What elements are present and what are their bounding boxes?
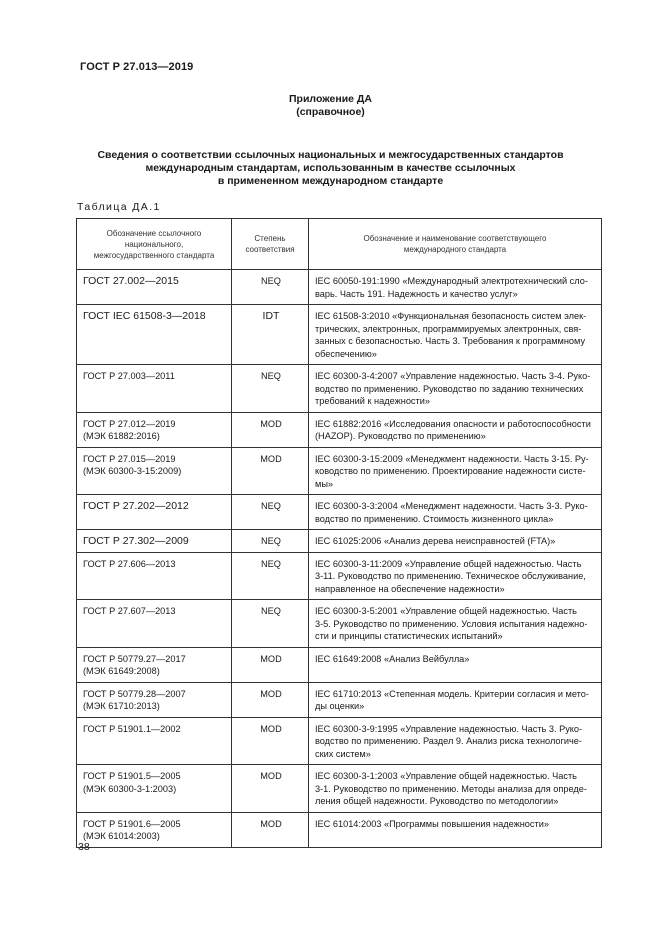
international-standard-text-line: занных с безопасностью. Часть 3. Требования к программному (315, 336, 586, 346)
degree-of-correspondence: NEQ (261, 501, 281, 511)
national-standard-cell (77, 647, 232, 682)
international-standard-text-line: IEC 61882:2016 «Исследования опасности и работоспособности (315, 418, 591, 429)
international-standard-text-line: варь. Часть 191. Надежность и качество услуг» (315, 288, 518, 299)
national-standard-cell (77, 812, 232, 847)
national-standard-designation: ГОСТ Р 51901.5—2005 (83, 771, 181, 781)
international-standard-text-line: 3-5. Руководство по применению. Условия испытания надежно- (315, 618, 588, 629)
national-standard-cell (77, 412, 232, 447)
national-standard-designation: (МЭК 60300-3-1:2003) (83, 783, 177, 794)
international-standard-cell (309, 495, 602, 530)
international-standard-text-line: IEC 61014:2003 «Программы повышения надежности» (315, 818, 549, 829)
table-row (77, 765, 602, 813)
national-standard-cell (77, 717, 232, 765)
document-header-id: ГОСТ Р 27.013—2019 (80, 61, 194, 73)
national-standard-designation: (МЭК 61014:2003) (83, 831, 160, 841)
international-standard-text-line: направленное на обеспечение надежности» (315, 583, 505, 594)
international-standard-text-line: IEC 60300-3-3:2004 «Менеджмент надежности. Часть 3-3. Руко- (315, 501, 588, 511)
section-title (90, 149, 571, 188)
header-international-standard (309, 219, 602, 270)
header-line: Обозначение ссылочного (106, 228, 202, 238)
table-row (77, 365, 602, 413)
international-standard-cell (309, 447, 602, 495)
international-standard-text-line: ководство по применению. Проектирование надежности систе- (315, 466, 586, 476)
international-standard-cell (309, 682, 602, 717)
appendix-title: Приложение ДА (289, 93, 372, 105)
national-standard-designation: ГОСТ Р 27.302—2009 (83, 535, 189, 547)
degree-cell (232, 365, 309, 413)
national-standard-designation: ГОСТ Р 50779.28—2007 (83, 688, 186, 699)
international-standard-text-line: ления общей надежности. Руководство по методологии» (315, 796, 559, 806)
international-standard-text-line: IEC 60300-3-11:2009 «Управление общей надежностью. Часть (315, 558, 582, 569)
header-line: соответствия (245, 245, 295, 254)
table-row (77, 552, 602, 600)
national-standard-cell (77, 365, 232, 413)
national-standard-designation: ГОСТ Р 51901.6—2005 (83, 818, 181, 829)
international-standard-text-line: трических, электронных, программируемых электронных, свя- (315, 323, 582, 334)
international-standard-text-line: IEC 60300-3-15:2009 «Менеджмент надежности. Часть 3-15. Ру- (315, 453, 589, 464)
appendix-heading (0, 93, 661, 119)
table-row (77, 682, 602, 717)
national-standard-cell (77, 682, 232, 717)
section-title-line: Сведения о соответствии ссылочных национальных и межгосударственных стандартов (97, 149, 564, 161)
table-row (77, 530, 602, 553)
international-standard-text-line: водство по применению. Стоимость жизненного цикла» (315, 513, 554, 524)
national-standard-designation: ГОСТ Р 27.003—2011 (83, 371, 175, 381)
national-standard-designation: ГОСТ Р 51901.1—2002 (83, 723, 181, 734)
header-line: межгосударственного стандарта (93, 250, 215, 260)
table-row (77, 600, 602, 648)
degree-cell (232, 765, 309, 813)
national-standard-cell (77, 552, 232, 600)
national-standard-designation: (МЭК 61710:2013) (83, 701, 160, 711)
international-standard-cell (309, 412, 602, 447)
national-standard-designation: ГОСТ Р 27.606—2013 (83, 558, 176, 569)
degree-of-correspondence: IDT (262, 310, 280, 322)
national-standard-designation: ГОСТ Р 27.202—2012 (83, 500, 189, 512)
international-standard-text-line: водство по применению. Раздел 9. Анализ риска технологиче- (315, 736, 582, 746)
degree-of-correspondence: NEQ (261, 606, 281, 616)
international-standard-text-line: (HAZOP). Руководство по применению» (315, 431, 486, 441)
degree-of-correspondence: NEQ (261, 558, 281, 569)
national-standard-cell (77, 447, 232, 495)
national-standard-designation: ГОСТ Р 27.015—2019 (83, 453, 176, 464)
national-standard-cell (77, 270, 232, 305)
degree-cell (232, 812, 309, 847)
degree-cell (232, 270, 309, 305)
degree-of-correspondence: MOD (260, 653, 282, 664)
national-standard-designation: ГОСТ IEC 61508-3—2018 (83, 310, 206, 322)
international-standard-text-line: IEC 60050-191:1990 «Международный электротехнический сло- (315, 276, 588, 286)
degree-of-correspondence: NEQ (261, 536, 281, 546)
degree-cell (232, 552, 309, 600)
degree-cell (232, 530, 309, 553)
international-standard-text-line: обеспечению» (315, 348, 377, 359)
table-row (77, 647, 602, 682)
international-standard-cell (309, 600, 602, 648)
international-standard-cell (309, 812, 602, 847)
degree-cell (232, 447, 309, 495)
degree-cell (232, 717, 309, 765)
table-row (77, 412, 602, 447)
international-standard-cell (309, 270, 602, 305)
degree-cell (232, 600, 309, 648)
international-standard-text-line: IEC 61649:2008 «Анализ Вейбулла» (315, 653, 470, 664)
degree-cell (232, 682, 309, 717)
international-standard-text-line: 3-1. Руководство по применению. Методы анализа для опреде- (315, 783, 587, 794)
degree-cell (232, 647, 309, 682)
degree-of-correspondence: NEQ (261, 276, 281, 286)
national-standard-designation: ГОСТ Р 27.607—2013 (83, 606, 176, 616)
table-row (77, 717, 602, 765)
degree-cell (232, 412, 309, 447)
national-standard-designation: (МЭК 61649:2008) (83, 666, 160, 676)
degree-of-correspondence: MOD (260, 688, 282, 699)
international-standard-text-line: IEC 61025:2006 «Анализ дерева неисправностей (FTA)» (315, 536, 556, 546)
appendix-note: (справочное) (296, 106, 365, 118)
table-caption: Таблица ДА.1 (77, 201, 161, 213)
section-title-line: международным стандартам, использованным в качестве ссылочных (145, 162, 516, 174)
header-line: Обозначение и наименование соответствующего (363, 234, 547, 243)
degree-of-correspondence: MOD (260, 723, 282, 734)
international-standard-text-line: IEC 60300-3-1:2003 «Управление общей надежностью. Часть (315, 771, 577, 781)
national-standard-cell (77, 530, 232, 553)
international-standard-text-line: IEC 60300-3-9:1995 «Управление надежностью. Часть 3. Руко- (315, 723, 583, 734)
table-row (77, 305, 602, 365)
international-standard-text-line: ских систем» (315, 748, 371, 759)
degree-of-correspondence: MOD (260, 818, 282, 829)
header-line: международного стандарта (403, 245, 507, 254)
table-body (77, 270, 602, 848)
international-standard-cell (309, 647, 602, 682)
international-standard-text-line: водство по применению. Руководство по заданию технических (315, 383, 584, 394)
international-standard-text-line: IEC 61508-3:2010 «Функциональная безопасность систем элек- (315, 311, 587, 321)
international-standard-cell (309, 530, 602, 553)
international-standard-text-line: IEC 61710:2013 «Степенная модель. Критерии согласия и мето- (315, 688, 589, 699)
table-header-row (77, 219, 602, 270)
section-title-line: в примененном международном стандарте (217, 175, 444, 187)
national-standard-cell (77, 765, 232, 813)
national-standard-designation: (МЭК 60300-3-15:2009) (83, 466, 182, 476)
international-standard-cell (309, 765, 602, 813)
international-standard-text-line: ды оценки» (315, 701, 365, 711)
degree-of-correspondence: MOD (260, 771, 282, 781)
degree-cell (232, 495, 309, 530)
degree-of-correspondence: MOD (260, 418, 282, 429)
international-standard-cell (309, 305, 602, 365)
degree-of-correspondence: NEQ (261, 371, 281, 381)
table-row (77, 812, 602, 847)
page-number: 38 (78, 841, 90, 853)
national-standard-designation: ГОСТ Р 27.012—2019 (83, 418, 176, 429)
header-national-standard (77, 219, 232, 270)
international-standard-text-line: требований к надежности» (315, 396, 430, 406)
national-standard-cell (77, 495, 232, 530)
international-standard-text-line: 3-11. Руководство по применению. Техническое обслуживание, (315, 571, 586, 581)
national-standard-designation: ГОСТ 27.002—2015 (83, 275, 179, 287)
national-standard-cell (77, 600, 232, 648)
international-standard-cell (309, 552, 602, 600)
standards-correspondence-table (76, 218, 602, 848)
table-row (77, 270, 602, 305)
international-standard-text-line: сти и принципы статистических испытаний» (315, 631, 503, 641)
table-row (77, 495, 602, 530)
international-standard-cell (309, 717, 602, 765)
national-standard-designation: (МЭК 61882:2016) (83, 431, 160, 441)
table-row (77, 447, 602, 495)
degree-cell (232, 305, 309, 365)
international-standard-text-line: IEC 60300-3-4:2007 «Управление надежностью. Часть 3-4. Руко- (315, 371, 591, 381)
national-standard-designation: ГОСТ Р 50779.27—2017 (83, 653, 186, 664)
international-standard-text-line: IEC 60300-3-5:2001 «Управление общей надежностью. Часть (315, 606, 577, 616)
international-standard-text-line: мы» (315, 478, 334, 489)
header-line: Степень (254, 234, 286, 243)
international-standard-cell (309, 365, 602, 413)
header-line: национального, (124, 239, 184, 249)
national-standard-cell (77, 305, 232, 365)
header-degree (232, 219, 309, 270)
degree-of-correspondence: MOD (260, 453, 282, 464)
